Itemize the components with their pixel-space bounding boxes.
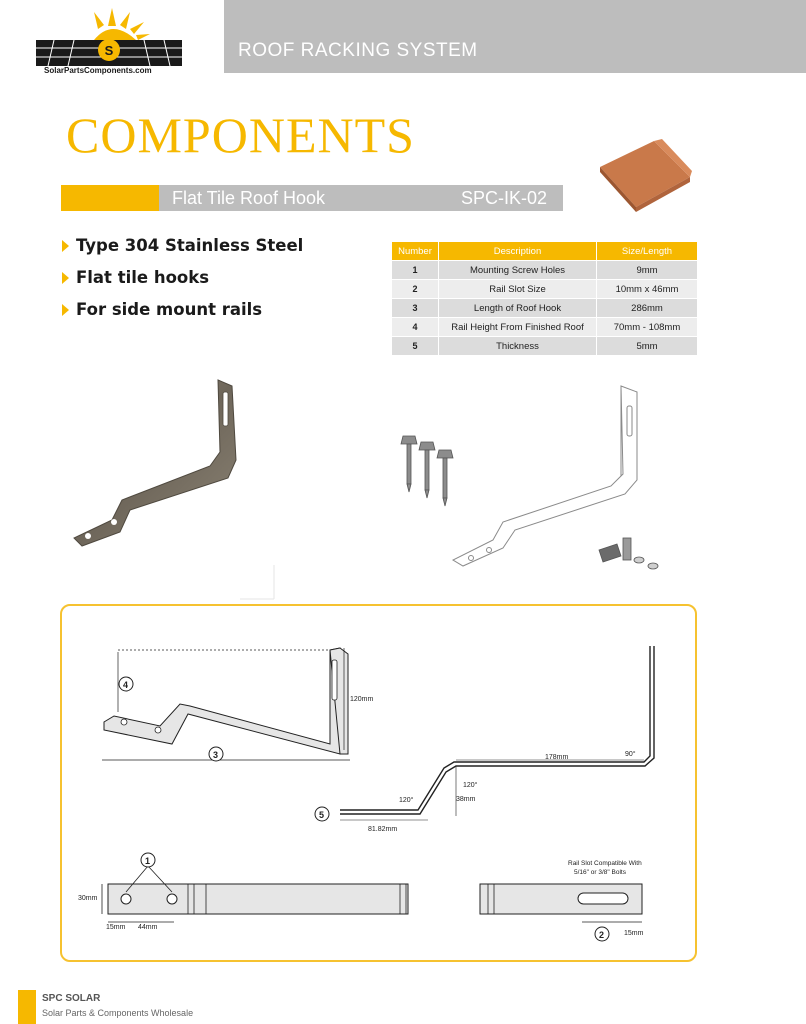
feature-item: For side mount rails [62,300,303,332]
table-row: 1 Mounting Screw Holes 9mm [392,261,698,279]
table-row: 4 Rail Height From Finished Roof 70mm - 108mm [392,318,698,336]
callout-3-label: 3 [213,750,219,760]
col-number: Number [392,242,439,260]
dim-hole-spacing: 44mm [138,924,158,931]
feature-item: Type 304 Stainless Steel [62,236,303,268]
banner-accent [61,185,159,211]
dim-edge: 15mm [106,924,126,931]
triangle-bullet-icon [62,240,69,252]
spec-table-header [392,242,698,260]
dim-rise: 38mm [456,796,476,803]
dim-angle-b: 120° [399,797,414,804]
dim-slot-edge: 15mm [624,930,644,937]
dim-angle-top: 90° [625,751,636,758]
dim-angle-a: 120° [463,782,478,789]
dim-height: 120mm [350,696,374,703]
table-row: 2 Rail Slot Size 10mm x 46mm [392,280,698,298]
col-size: Size/Length [597,242,698,260]
callout-2-label: 2 [599,930,605,940]
callout-4-label: 4 [123,680,129,690]
hook-kit-illustration [385,380,675,590]
company-logo [34,4,184,78]
footer-tagline: Solar Parts & Components Wholesale [42,1008,194,1018]
header-bar [224,0,806,73]
section-title: ROOF RACKING SYSTEM [238,40,478,61]
table-row: 3 Length of Roof Hook 286mm [392,299,698,317]
dim-length: 178mm [545,754,569,761]
feature-list [62,236,303,332]
product-code: SPC-IK-02 [461,188,548,208]
callout-1-label: 1 [145,856,151,866]
rail-note-line1: Rail Slot Compatible With [568,860,642,867]
dim-base: 81.82mm [368,826,398,833]
spec-table [392,241,698,356]
footer-brand: SPC SOLAR [42,993,101,1004]
svg-text:S: S [104,43,114,58]
page-title: COMPONENTS [66,107,415,163]
logo-caption: SolarPartsComponents.com [44,66,152,75]
footer-accent [18,990,36,1024]
table-row: 5 Thickness 5mm [392,337,698,355]
rail-note-line2: 5/16" or 3/8" Bolts [574,869,626,876]
dim-width: 30mm [78,895,98,902]
triangle-bullet-icon [62,304,69,316]
product-name: Flat Tile Roof Hook [172,188,326,208]
triangle-bullet-icon [62,272,69,284]
hook-photo [60,370,275,600]
feature-item: Flat tile hooks [62,268,303,300]
roof-tile-image [596,137,692,213]
col-description: Description [439,242,597,260]
technical-drawing [60,604,697,962]
callout-5-label: 5 [319,810,325,820]
